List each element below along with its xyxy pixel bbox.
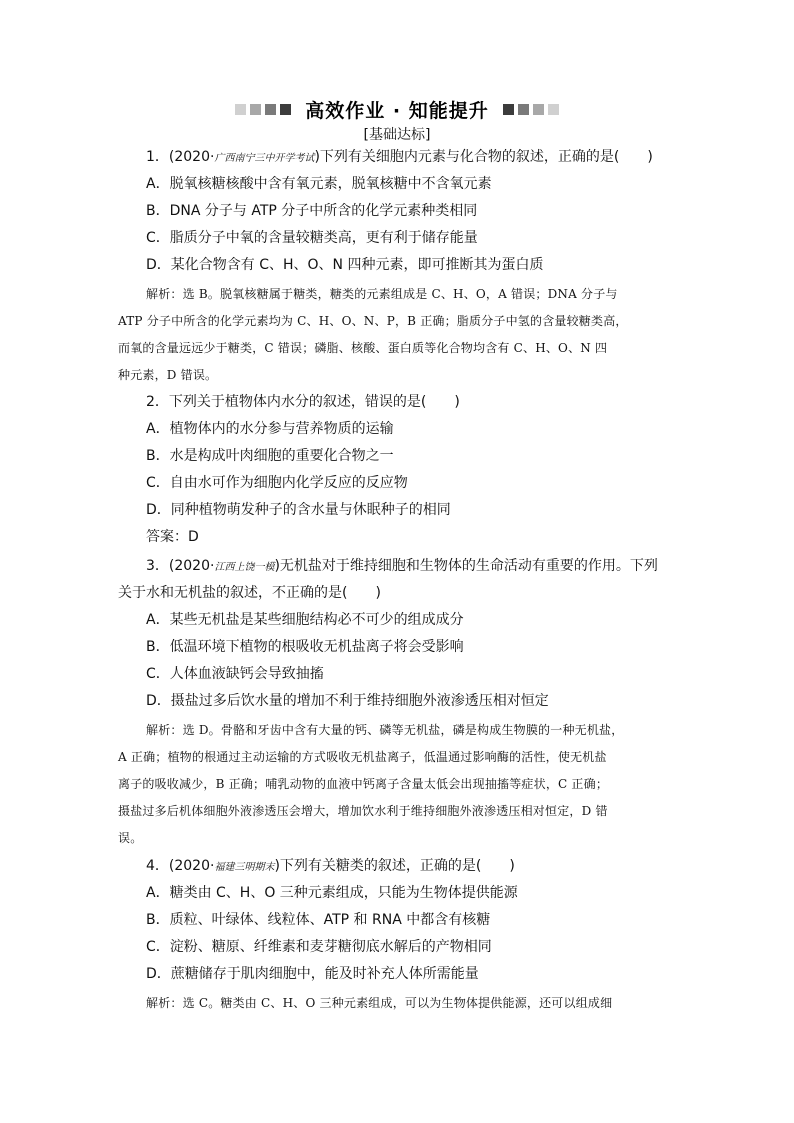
decorative-square <box>265 104 276 115</box>
question-source: 江西上饶一模 <box>214 562 275 573</box>
q3-explanation-line: 离子的吸收减少，B 正确；哺乳动物的血液中钙离子含量太低会出现抽搐等症状，C 正确； <box>118 777 609 791</box>
question-3-stem: 3．(2020·江西上饶一模)无机盐对于维持细胞和生物体的生命活动有重要的作用。下列 <box>146 558 658 574</box>
q2-answer: 答案：D <box>146 529 199 545</box>
question-2-stem: 2．下列关于植物体内水分的叙述，错误的是( ) <box>146 394 460 410</box>
q4-option-b: B．质粒、叶绿体、线粒体、ATP 和 RNA 中都含有核糖 <box>146 912 491 928</box>
section-header <box>0 96 794 122</box>
q1-explanation-line: 解析：选 B。脱氧核糖属于糖类，糖类的元素组成是 C、H、O，A 错误；DNA 分子与 <box>146 287 618 301</box>
decorative-square <box>518 104 529 115</box>
decorative-square <box>250 104 261 115</box>
q3-explanation-line: 摄盐过多后机体细胞外液渗透压会增大，增加饮水利于维持细胞外液渗透压相对恒定，D 错 <box>118 804 608 818</box>
q1-explanation-line: 而氧的含量远远少于糖类，C 错误；磷脂、核酸、蛋白质等化合物均含有 C、H、O、N 四 <box>118 341 608 355</box>
question-4-stem: 4．(2020·福建三明期末)下列有关糖类的叙述，正确的是( ) <box>146 858 515 874</box>
q1-option-b: B．DNA 分子与 ATP 分子中所含的化学元素种类相同 <box>146 203 478 219</box>
decorative-square <box>548 104 559 115</box>
question-3-stem-continued: 关于水和无机盐的叙述，不正确的是( ) <box>118 585 381 601</box>
q3-explanation-line: 解析：选 D。骨骼和牙齿中含有大量的钙、磷等无机盐，磷是构成生物膜的一种无机盐， <box>146 723 624 737</box>
q2-option-a: A．植物体内的水分参与营养物质的运输 <box>146 421 394 437</box>
q3-option-a: A．某些无机盐是某些细胞结构必不可少的组成成分 <box>146 612 464 628</box>
q3-explanation-line: 误。 <box>118 831 143 845</box>
question-source: 广西南宁三中开学考试 <box>214 153 315 164</box>
q3-explanation-line: A 正确；植物的根通过主动运输的方式吸收无机盐离子，低温通过影响酶的活性，使无机盐 <box>118 750 607 764</box>
q1-option-a: A．脱氧核糖核酸中含有氧元素，脱氧核糖中不含氧元素 <box>146 176 492 192</box>
q1-option-c: C．脂质分子中氧的含量较糖类高，更有利于储存能量 <box>146 230 478 246</box>
decorative-square <box>533 104 544 115</box>
decorative-square <box>280 104 291 115</box>
q4-explanation-line: 解析：选 C。糖类由 C、H、O 三种元素组成，可以为生物体提供能源，还可以组成细 <box>146 996 613 1010</box>
question-source: 福建三明期末 <box>214 862 275 873</box>
q3-option-b: B．低温环境下植物的根吸收无机盐离子将会受影响 <box>146 639 464 655</box>
decorative-square <box>503 104 514 115</box>
q4-option-a: A．糖类由 C、H、O 三种元素组成，只能为生物体提供能源 <box>146 885 518 901</box>
question-1-stem: 1．(2020·广西南宁三中开学考试)下列有关细胞内元素与化合物的叙述，正确的是( ) <box>146 149 653 165</box>
q3-option-d: D．摄盐过多后饮水量的增加不利于维持细胞外液渗透压相对恒定 <box>146 693 549 709</box>
q1-explanation-line: 种元素，D 错误。 <box>118 368 218 382</box>
q2-option-d: D．同种植物萌发种子的含水量与休眠种子的相同 <box>146 502 451 518</box>
q1-explanation-line: ATP 分子中所含的化学元素均为 C、H、O、N、P，B 正确；脂质分子中氢的含量较糖类高， <box>118 314 628 328</box>
q3-option-c: C．人体血液缺钙会导致抽搐 <box>146 666 324 682</box>
q4-option-d: D．蔗糖储存于肌肉细胞中，能及时补充人体所需能量 <box>146 966 479 982</box>
q2-option-c: C．自由水可作为细胞内化学反应的反应物 <box>146 475 408 491</box>
page-title: 高效作业 · 知能提升 <box>305 99 489 122</box>
q1-option-d: D．某化合物含有 C、H、O、N 四种元素，即可推断其为蛋白质 <box>146 257 544 273</box>
q4-option-c: C．淀粉、糖原、纤维素和麦芽糖彻底水解后的产物相同 <box>146 939 492 955</box>
q2-option-b: B．水是构成叶肉细胞的重要化合物之一 <box>146 448 394 464</box>
section-subtitle: [基础达标] <box>363 127 431 143</box>
decorative-square <box>235 104 246 115</box>
